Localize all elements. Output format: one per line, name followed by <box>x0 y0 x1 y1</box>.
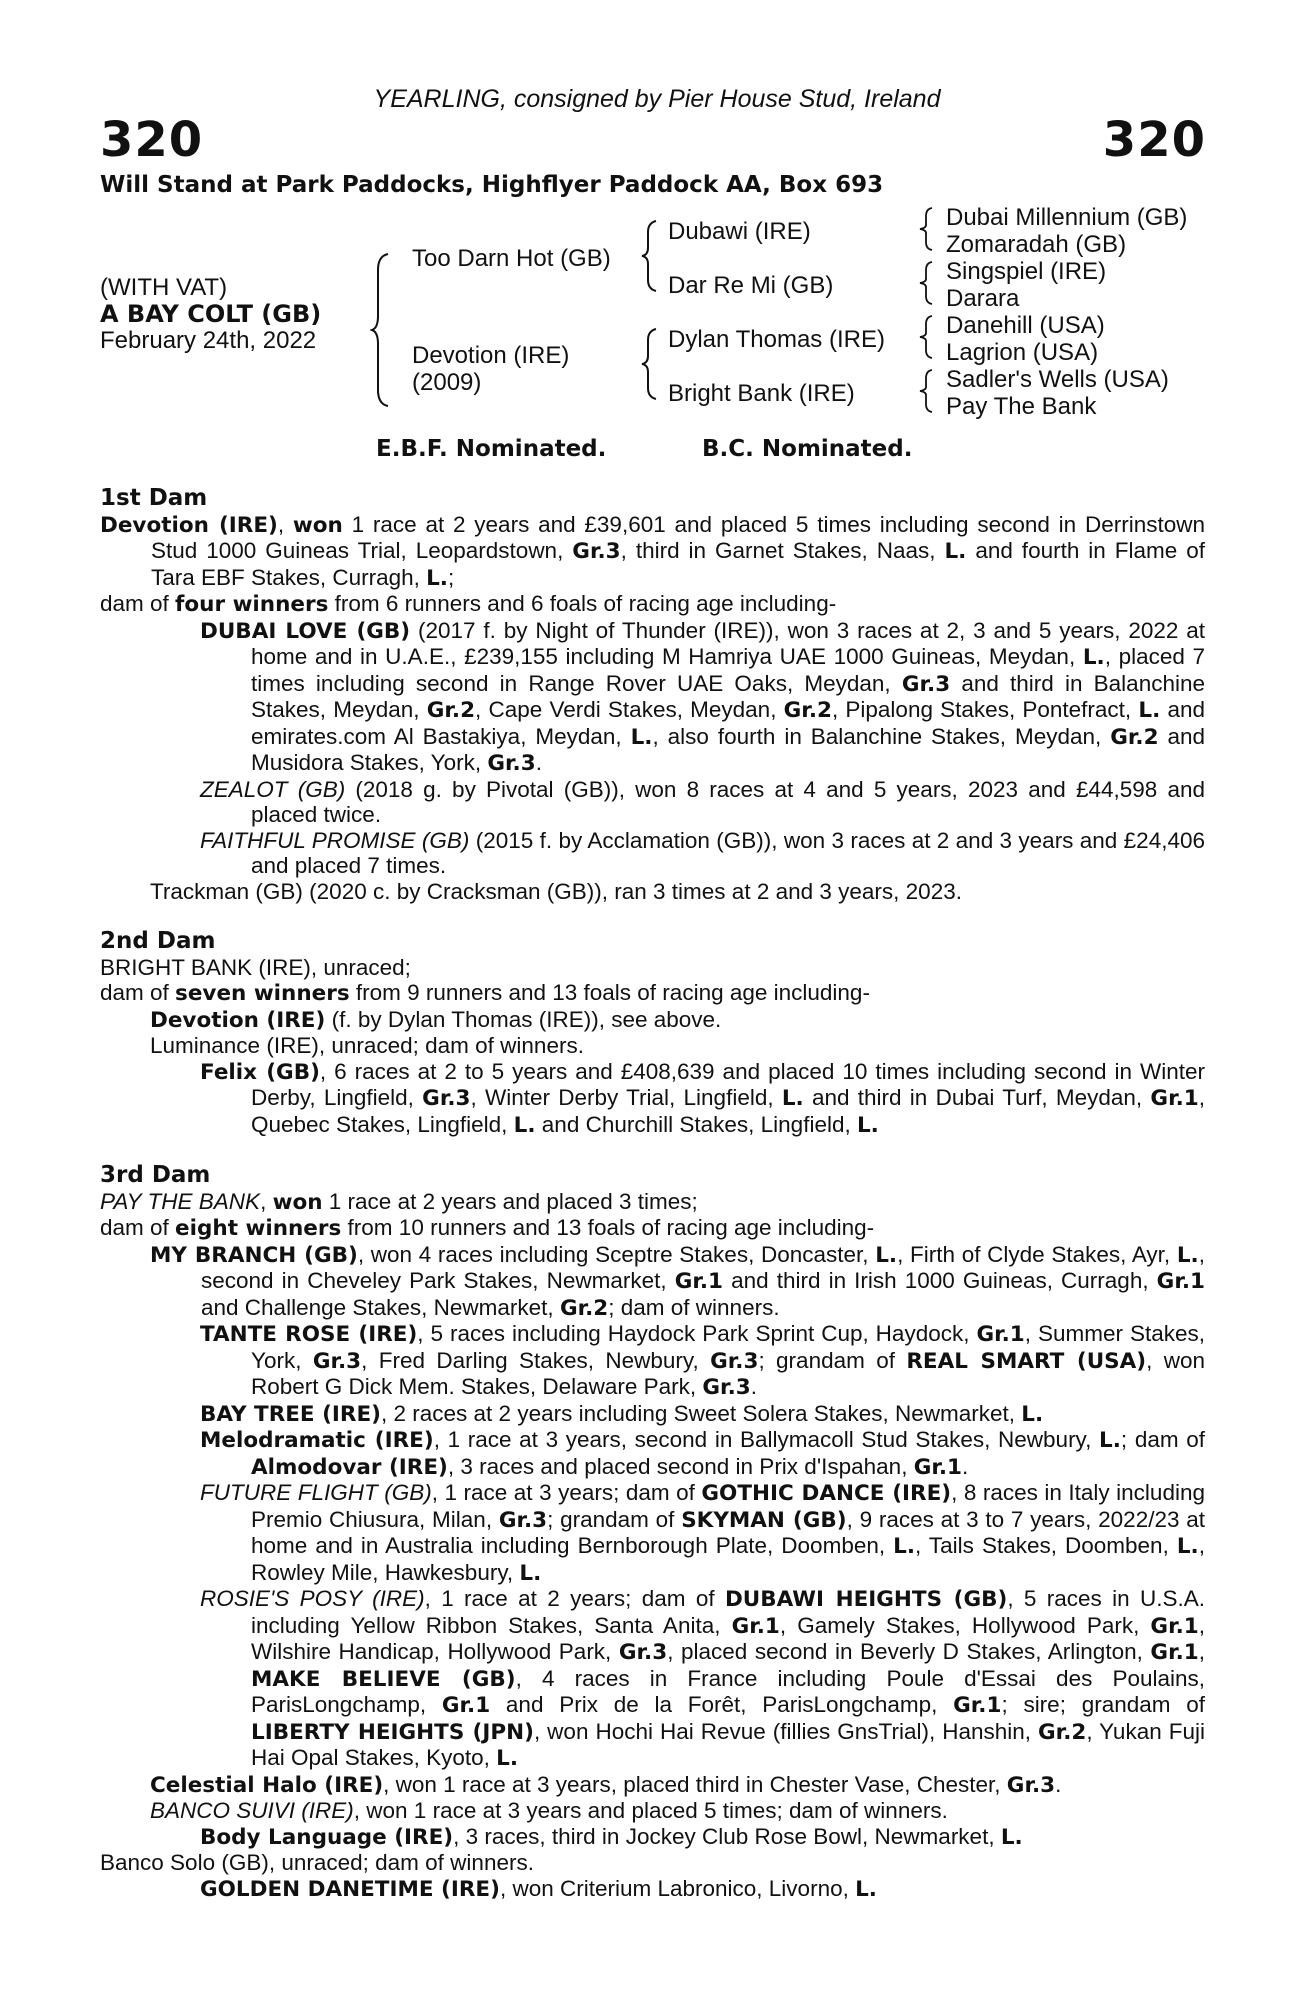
text-run: Almodovar (IRE) <box>251 1454 448 1480</box>
text-run: eight winners <box>175 1216 342 1241</box>
text-run: from 9 runners and 13 foals of racing age including- <box>349 980 870 1005</box>
text-run: Gr.1 <box>731 1613 780 1639</box>
text-run: (2017 f. by Night of Thunder (IRE)), won 3 races at 2, 3 and 5 years, 2022 at home and in U.A.E., £239,155 including M Hamriya UAE 1000 Guineas, Meydan, <box>251 617 1205 669</box>
dam-year: (2009) <box>412 369 482 396</box>
text-run: TANTE ROSE (IRE) <box>200 1322 418 1347</box>
dam3-winners <box>100 1215 1205 1242</box>
dam-brace <box>640 326 662 402</box>
text-run: Gr.3 <box>312 1348 362 1374</box>
dam3-produce-6 <box>100 1586 1205 1772</box>
text-run: PAY THE BANK <box>100 1188 261 1214</box>
text-run: Gr.3 <box>1006 1772 1056 1798</box>
dam3-produce-10 <box>100 1850 1205 1876</box>
text-run: FUTURE FLIGHT (GB) <box>200 1480 432 1505</box>
text-run: , 2 races at 2 years including Sweet Solera Stakes, Newmarket, <box>381 1400 1022 1426</box>
text-run: from 10 runners and 13 foals of racing age including- <box>341 1215 875 1240</box>
text-run: . <box>535 750 542 775</box>
text-run: (f. by Dylan Thomas (IRE)), see above. <box>325 1006 722 1032</box>
text-run: BANCO SUIVI (IRE) <box>150 1798 354 1823</box>
text-run: . <box>750 1374 757 1399</box>
sire-name: Too Darn Hot (GB) <box>412 245 611 272</box>
sire-sire: Dubawi (IRE) <box>668 218 811 245</box>
dam1-record <box>100 512 1205 592</box>
text-run: Body Language (IRE) <box>200 1824 454 1850</box>
ancestor-5: Danehill (USA) <box>946 312 1105 339</box>
text-run: ; <box>447 564 455 590</box>
text-run: , <box>260 1188 273 1214</box>
text-run: Gr.1 <box>1156 1269 1205 1294</box>
dam-name: Devotion (IRE) <box>412 342 570 369</box>
text-run: LIBERTY HEIGHTS (JPN) <box>251 1719 534 1745</box>
ancestor-3: Singspiel (IRE) <box>946 258 1107 285</box>
text-run: , <box>1198 1639 1205 1664</box>
text-run: ROSIE'S POSY (IRE) <box>200 1586 425 1611</box>
text-run: , <box>277 511 293 537</box>
text-run: and Churchill Stakes, Lingfield, <box>535 1111 857 1137</box>
text-run: , won Robert G Dick Mem. Stakes, Delaware Park, <box>251 1347 1206 1399</box>
text-run: L. <box>1000 1824 1023 1850</box>
dam3-produce-8 <box>100 1798 1205 1824</box>
text-run: MY BRANCH (GB) <box>150 1242 358 1268</box>
bc-nominated: B.C. Nominated. <box>702 436 913 462</box>
brace-g1 <box>918 206 936 252</box>
text-run: and third in Balanchine Stakes, Meydan, <box>251 670 1206 722</box>
dam3-produce-5 <box>100 1480 1205 1586</box>
text-run: Gr.3 <box>498 1507 548 1533</box>
text-run: won <box>292 512 343 538</box>
text-run: . <box>962 1453 969 1479</box>
text-run: 1 race at 2 years and placed 3 times; <box>322 1188 698 1214</box>
text-run: . <box>1055 1771 1062 1797</box>
pedigree-brace-main <box>370 250 400 410</box>
dam3-produce-11 <box>100 1876 1205 1903</box>
dam2-record <box>100 955 1205 981</box>
text-run: , Gamely Stakes, Hollywood Park, <box>779 1612 1151 1638</box>
consignment-line: YEARLING, consigned by Pier House Stud, Ireland <box>373 85 941 113</box>
text-run: and third in Dubai Turf, Meydan, <box>803 1085 1151 1110</box>
section-title-1st-dam: 1st Dam <box>100 485 208 511</box>
ancestor-7: Sadler's Wells (USA) <box>946 366 1169 393</box>
text-run: Melodramatic (IRE) <box>200 1428 434 1453</box>
text-run: , Wilshire Handicap, Hollywood Park, <box>251 1612 1205 1664</box>
text-run: L. <box>855 1876 877 1902</box>
text-run: , 8 races in Italy including Premio Chiusura, Milan, <box>251 1480 1205 1532</box>
text-run: , won Hochi Hai Revue (fillies GnsTrial), Hanshin, <box>533 1718 1039 1744</box>
foaling-date: February 24th, 2022 <box>100 327 317 354</box>
text-run: , Quebec Stakes, Lingfield, <box>251 1085 1205 1137</box>
dam2-produce-2 <box>100 1033 1205 1059</box>
text-run: ZEALOT (GB) <box>200 776 346 802</box>
ancestor-2: Zomaradah (GB) <box>946 231 1127 258</box>
text-run: , 1 race at 2 years; dam of <box>424 1586 725 1611</box>
text-run: dam of <box>100 980 176 1005</box>
text-run: 1 race at 2 years and £39,601 and placed 5 times including second in Derrinstown Stud 1000 Guineas Trial, Leopardstown, <box>151 511 1205 563</box>
text-run: , placed 7 times including second in Range Rover UAE Oaks, Meydan, <box>251 644 1206 696</box>
text-run: REAL SMART (USA) <box>906 1348 1147 1374</box>
dam3-produce-3 <box>100 1401 1205 1428</box>
text-run: and Prix de la Forêt, ParisLongchamp, <box>490 1692 954 1717</box>
text-run: , won 4 races including Sceptre Stakes, Doncaster, <box>357 1241 876 1267</box>
text-run: , second in Cheveley Park Stakes, Newmarket, <box>201 1241 1205 1293</box>
ancestor-6: Lagrion (USA) <box>946 339 1099 366</box>
text-run: Gr.3 <box>901 671 951 697</box>
text-run: , Winter Derby Trial, Lingfield, <box>470 1085 782 1110</box>
text-run: Celestial Halo (IRE) <box>150 1772 384 1798</box>
text-run: L. <box>1138 698 1161 723</box>
text-run: Gr.1 <box>674 1269 724 1294</box>
text-run: Gr.2 <box>1038 1719 1087 1745</box>
text-run: and emirates.com Al Bastakiya, Meydan, <box>251 697 1205 749</box>
ancestor-1: Dubai Millennium (GB) <box>946 204 1188 231</box>
text-run: ; sire; grandam of <box>1001 1692 1206 1717</box>
dam1-produce-1 <box>100 618 1205 777</box>
ebf-nominated: E.B.F. Nominated. <box>376 436 607 462</box>
text-run: FAITHFUL PROMISE (GB) <box>200 827 470 853</box>
text-run: , third in Garnet Stakes, Naas, <box>620 538 945 563</box>
text-run: , Fred Darling Stakes, Newbury, <box>361 1347 711 1373</box>
lot-number-left: 320 <box>100 112 204 168</box>
ancestor-4: Darara <box>946 285 1020 312</box>
text-run: , 5 races including Haydock Park Sprint Cup, Haydock, <box>417 1321 977 1346</box>
dam1-produce-2 <box>100 777 1205 828</box>
text-run: GOTHIC DANCE (IRE) <box>701 1481 952 1506</box>
text-run: Devotion (IRE) <box>100 512 278 538</box>
text-run: , Yukan Fuji Hai Opal Stakes, Kyoto, <box>251 1718 1205 1770</box>
stand-location: Will Stand at Park Paddocks, Highflyer Paddock AA, Box 693 <box>100 172 884 198</box>
brace-g4 <box>918 368 936 414</box>
text-run: L. <box>630 724 653 750</box>
text-run: four winners <box>175 592 329 617</box>
text-run: Gr.3 <box>422 1086 471 1111</box>
text-run: Luminance (IRE), unraced; dam of winners. <box>150 1033 584 1058</box>
dam1-produce-3 <box>100 828 1205 879</box>
text-run: L. <box>1176 1242 1199 1268</box>
text-run: ; dam of <box>1120 1427 1205 1452</box>
text-run: GOLDEN DANETIME (IRE) <box>200 1876 500 1902</box>
text-run: L. <box>1082 645 1105 670</box>
text-run: Gr.2 <box>783 698 832 723</box>
text-run: L. <box>1021 1401 1044 1427</box>
text-run: BRIGHT BANK (IRE), unraced; <box>100 954 411 980</box>
text-run: Gr.1 <box>441 1693 491 1718</box>
text-run: Felix (GB) <box>200 1059 320 1085</box>
brace-g2 <box>918 260 936 306</box>
text-run: and third in Irish 1000 Guineas, Curragh, <box>723 1268 1157 1293</box>
text-run: , 1 race at 3 years; dam of <box>431 1480 702 1505</box>
section-title-3rd-dam: 3rd Dam <box>100 1162 211 1188</box>
dam3-produce-7 <box>100 1772 1205 1799</box>
text-run: (2018 g. by Pivotal (GB)), won 8 races at 4 and 5 years, 2023 and £44,598 and placed twice. <box>251 776 1206 827</box>
dam3-produce-2 <box>100 1321 1205 1401</box>
text-run: L. <box>856 1112 879 1138</box>
text-run: dam of <box>100 591 176 616</box>
text-run: Gr.2 <box>1110 724 1159 750</box>
lot-number-right: 320 <box>1102 112 1206 168</box>
text-run: L. <box>513 1112 536 1138</box>
text-run: L. <box>875 1242 898 1268</box>
text-run: MAKE BELIEVE (GB) <box>251 1666 516 1692</box>
text-run: Gr.1 <box>976 1322 1025 1347</box>
text-run: , also fourth in Balanchine Stakes, Meydan, <box>652 723 1111 749</box>
sire-brace <box>640 218 662 294</box>
text-run: DUBAI LOVE (GB) <box>200 618 411 644</box>
ancestor-8: Pay The Bank <box>946 393 1097 420</box>
text-run: Gr.1 <box>1150 1086 1199 1111</box>
text-run: , 9 races at 3 to 7 years, 2022/23 at home and in Australia including Bernborough Plate, Doomben, <box>251 1506 1205 1558</box>
text-run: , 6 races at 2 to 5 years and £408,639 and placed 10 times including second in Winter Derby, Lingfield, <box>251 1058 1205 1110</box>
text-run: , Firth of Clyde Stakes, Ayr, <box>897 1241 1177 1267</box>
text-run: DUBAWI HEIGHTS (GB) <box>724 1587 1008 1612</box>
text-run: dam of <box>100 1215 176 1240</box>
text-run: seven winners <box>175 981 350 1006</box>
brace-g3 <box>918 314 936 360</box>
text-run: , Pipalong Stakes, Pontefract, <box>831 697 1139 722</box>
text-run: , 5 races in U.S.A. including Yellow Ribbon Stakes, Santa Anita, <box>251 1586 1205 1638</box>
text-run: L. <box>1176 1534 1199 1559</box>
text-run: L. <box>426 565 448 591</box>
text-run: Gr.2 <box>426 698 476 723</box>
text-run: Gr.3 <box>702 1375 751 1400</box>
text-run: Gr.3 <box>487 751 536 776</box>
section-title-2nd-dam: 2nd Dam <box>100 928 216 954</box>
text-run: Devotion (IRE) <box>150 1007 326 1033</box>
text-run: L. <box>519 1560 542 1586</box>
text-run: L. <box>893 1534 916 1559</box>
text-run: SKYMAN (GB) <box>681 1507 847 1533</box>
text-run: ; dam of winners. <box>608 1294 780 1320</box>
text-run: , won 1 race at 3 years, placed third in Chester Vase, Chester, <box>383 1771 1007 1797</box>
text-run: Gr.1 <box>913 1454 963 1480</box>
text-run: Gr.1 <box>1150 1613 1199 1639</box>
dam1-produce-4 <box>100 879 1205 905</box>
text-run: , 3 races, third in Jockey Club Rose Bowl, Newmarket, <box>453 1823 1001 1849</box>
text-run: ; grandam of <box>547 1506 682 1532</box>
dam3-produce-1 <box>100 1242 1205 1322</box>
text-run: , placed second in Beverly D Stakes, Arlington, <box>667 1639 1151 1664</box>
text-run: and fourth in Flame of Tara EBF Stakes, Curragh, <box>151 538 1206 590</box>
text-run: , 4 races in France including Poule d'Essai des Poulains, ParisLongchamp, <box>251 1665 1206 1717</box>
text-run: , won Criterium Labronico, Livorno, <box>499 1875 856 1901</box>
text-run: , Rowley Mile, Hawkesbury, <box>251 1533 1205 1585</box>
text-run: L. <box>781 1086 804 1111</box>
text-run: ; grandam of <box>758 1347 907 1373</box>
dam2-produce-3 <box>100 1059 1205 1139</box>
dam2-winners <box>100 980 1205 1007</box>
dam2-produce-1 <box>100 1007 1205 1034</box>
dam-dam: Bright Bank (IRE) <box>668 380 855 407</box>
produce-record <box>100 486 1205 1902</box>
text-run: and Challenge Stakes, Newmarket, <box>201 1294 560 1320</box>
dam3-record <box>100 1189 1205 1216</box>
vat-note: (WITH VAT) <box>100 274 228 301</box>
text-run: Gr.3 <box>618 1640 668 1665</box>
dam3-produce-9 <box>100 1824 1205 1851</box>
text-run: Trackman (GB) (2020 c. by Cracksman (GB)), ran 3 times at 2 and 3 years, 2023. <box>150 878 962 904</box>
text-run: Gr.3 <box>710 1348 759 1374</box>
text-run: L. <box>944 539 967 564</box>
text-run: , 1 race at 3 years, second in Ballymacoll Stud Stakes, Newbury, <box>433 1427 1100 1452</box>
dam3-produce-4 <box>100 1427 1205 1480</box>
text-run: Gr.3 <box>572 539 621 564</box>
text-run: won <box>272 1189 323 1215</box>
horse-name: A BAY COLT (GB) <box>100 300 322 328</box>
text-run: Banco Solo (GB), unraced; dam of winners. <box>100 1850 534 1875</box>
dam1-winners <box>100 591 1205 618</box>
text-run: from 6 runners and 6 foals of racing age including- <box>328 591 837 616</box>
text-run: Gr.2 <box>559 1295 609 1321</box>
text-run: , Summer Stakes, York, <box>251 1321 1205 1373</box>
text-run: Gr.1 <box>1150 1640 1199 1665</box>
text-run: and Musidora Stakes, York, <box>251 723 1205 775</box>
text-run: , won 1 race at 3 years and placed 5 times; dam of winners. <box>353 1798 948 1823</box>
text-run: , Cape Verdi Stakes, Meydan, <box>475 697 784 722</box>
text-run: BAY TREE (IRE) <box>200 1401 381 1427</box>
text-run: (2015 f. by Acclamation (GB)), won 3 races at 2 and 3 years and £24,406 and placed 7 times. <box>251 827 1205 878</box>
sire-dam: Dar Re Mi (GB) <box>668 272 834 299</box>
text-run: L. <box>1099 1428 1121 1453</box>
dam-sire: Dylan Thomas (IRE) <box>668 326 885 353</box>
text-run: , Tails Stakes, Doomben, <box>915 1533 1177 1558</box>
text-run: L. <box>496 1746 518 1771</box>
text-run: , 3 races and placed second in Prix d'Ispahan, <box>447 1453 914 1479</box>
text-run: Gr.1 <box>953 1693 1002 1718</box>
